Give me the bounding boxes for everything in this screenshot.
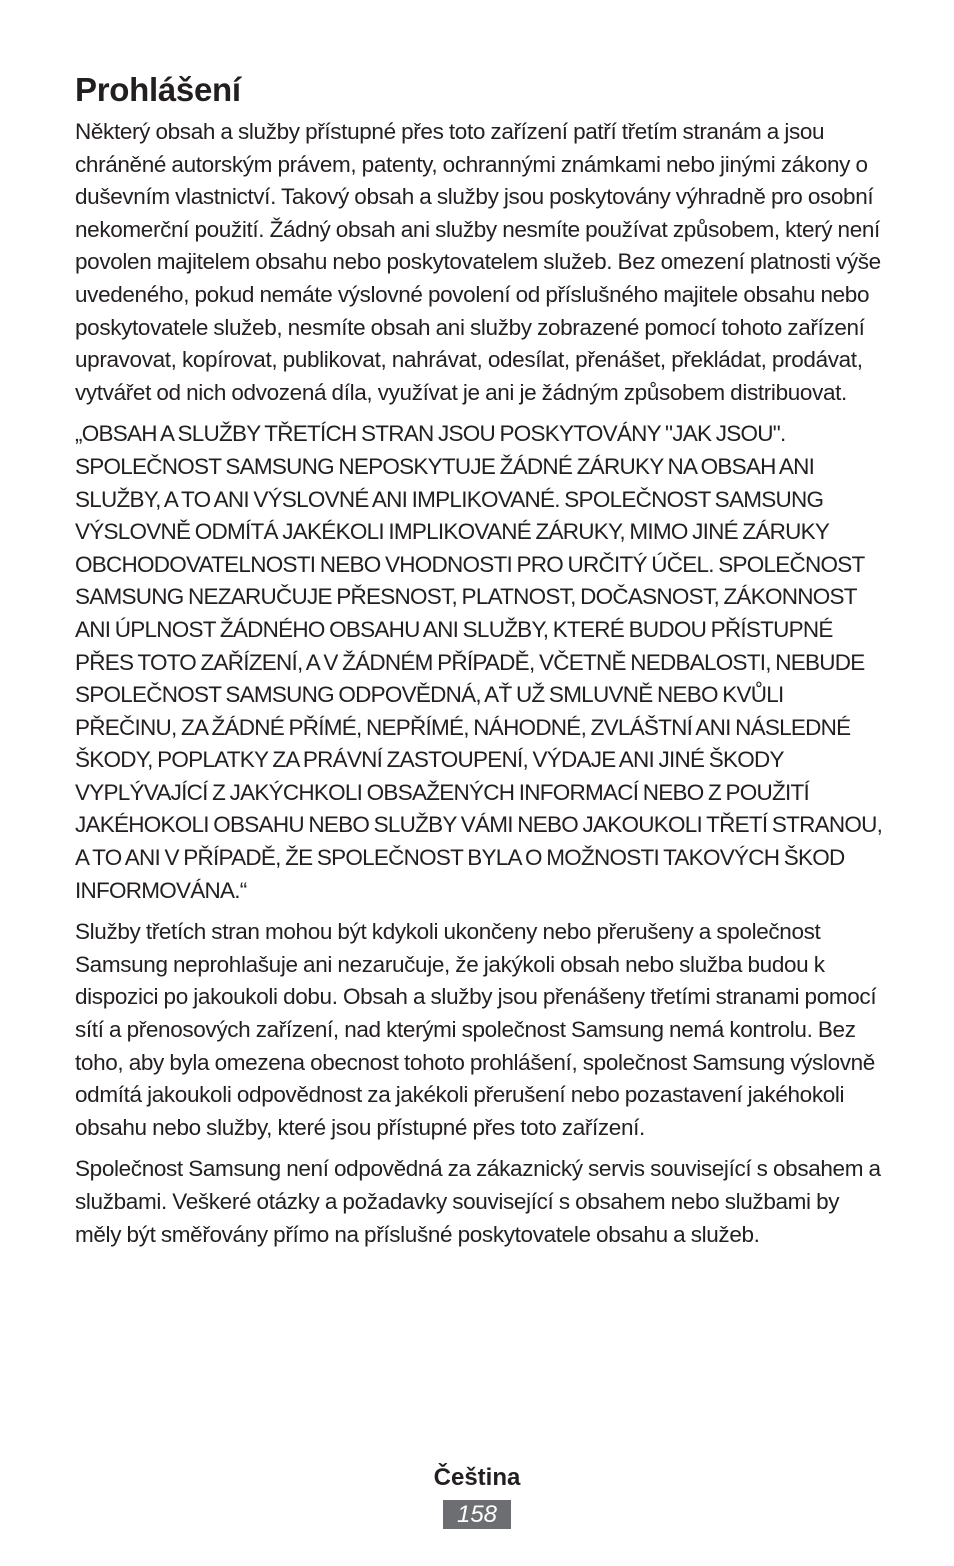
page-title: Prohlášení: [75, 71, 241, 108]
footer-language: Čeština: [433, 1464, 521, 1491]
page-footer: [0, 1462, 954, 1529]
page-number-badge: 158: [443, 1500, 511, 1529]
paragraph-customer-service: Společnost Samsung není odpovědná za zákaznický servis související s obsahem a službami. Veškeré otázky a požadavky související s obsahem nebo službami by měly být směřovány přímo na příslušné poskytovatele obsahu a služeb.: [75, 1156, 881, 1247]
page-content: [75, 70, 887, 1260]
paragraph-service-interruption: Služby třetích stran mohou být kdykoli ukončeny nebo přerušeny a společnost Samsung neprohlašuje ani nezaručuje, že jakýkoli obsah nebo služba budou k dispozici po jakoukoli dobu. Obsah a služby jsou přenášeny třetími stranami pomocí sítí a přenosových zařízení, nad kterými společnost Samsung nemá kontrolu. Bez toho, aby byla omezena obecnost tohoto prohlášení, společnost Samsung výslovně odmítá jakoukoli odpovědnost za jakékoli přerušení nebo pozastavení jakéhokoli obsahu nebo služby, které jsou přístupné přes toto zařízení.: [75, 919, 877, 1140]
paragraph-warranty-disclaimer: „OBSAH A SLUŽBY TŘETÍCH STRAN JSOU POSKYTOVÁNY "JAK JSOU". SPOLEČNOST SAMSUNG NEPOSKYTUJE ŽÁDNÉ ZÁRUKY NA OBSAH ANI SLUŽBY, A TO ANI VÝSLOVNÉ ANI IMPLIKOVANÉ. SPOLEČNOST SAMSUNG VÝSLOVNĚ ODMÍTÁ JAKÉKOLI IMPLIKOVANÉ ZÁRUKY, MIMO JINÉ ZÁRUKY OBCHODOVATELNOSTI NEBO VHODNOSTI PRO URČITÝ ÚČEL. SPOLEČNOST SAMSUNG NEZARUČUJE PŘESNOST, PLATNOST, DOČASNOST, ZÁKONNOST ANI ÚPLNOST ŽÁDNÉHO OBSAHU ANI SLUŽBY, KTERÉ BUDOU PŘÍSTUPNÉ PŘES TOTO ZAŘÍZENÍ, A V ŽÁDNÉM PŘÍPADĚ, VČETNĚ NEDBALOSTI, NEBUDE SPOLEČNOST SAMSUNG ODPOVĚDNÁ, AŤ UŽ SMLUVNĚ NEBO KVŮLI PŘEČINU, ZA ŽÁDNÉ PŘÍMÉ, NEPŘÍMÉ, NÁHODNÉ, ZVLÁŠTNÍ ANI NÁSLEDNÉ ŠKODY, POPLATKY ZA PRÁVNÍ ZASTOUPENÍ, VÝDAJE ANI JINÉ ŠKODY VYPLÝVAJÍCÍ Z JAKÝCHKOLI OBSAŽENÝCH INFORMACÍ NEBO Z POUŽITÍ JAKÉHOKOLI OBSAHU NEBO SLUŽBY VÁMI NEBO JAKOUKOLI TŘETÍ STRANOU, A TO ANI V PŘÍPADĚ, ŽE SPOLEČNOST BYLA O MOŽNOSTI TAKOVÝCH ŠKOD INFORMOVÁNA.“: [75, 421, 883, 903]
paragraph-third-party-content: Některý obsah a služby přístupné přes toto zařízení patří třetím stranám a jsou chráněné autorským právem, patenty, ochrannými známkami nebo jinými zákony o duševním vlastnictví. Takový obsah a služby jsou poskytovány výhradně pro osobní nekomerční použití. Žádný obsah ani služby nesmíte používat způsobem, který není povolen majitelem obsahu nebo poskytovatelem služeb. Bez omezení platnosti výše uvedeného, pokud nemáte výslovné povolení od příslušného majitele obsahu nebo poskytovatele služeb, nesmíte obsah ani služby zobrazené pomocí tohoto zařízení upravovat, kopírovat, publikovat, nahrávat, odesílat, přenášet, překládat, prodávat, vytvářet od nich odvozená díla, využívat je ani je žádným způsobem distribuovat.: [75, 119, 881, 405]
